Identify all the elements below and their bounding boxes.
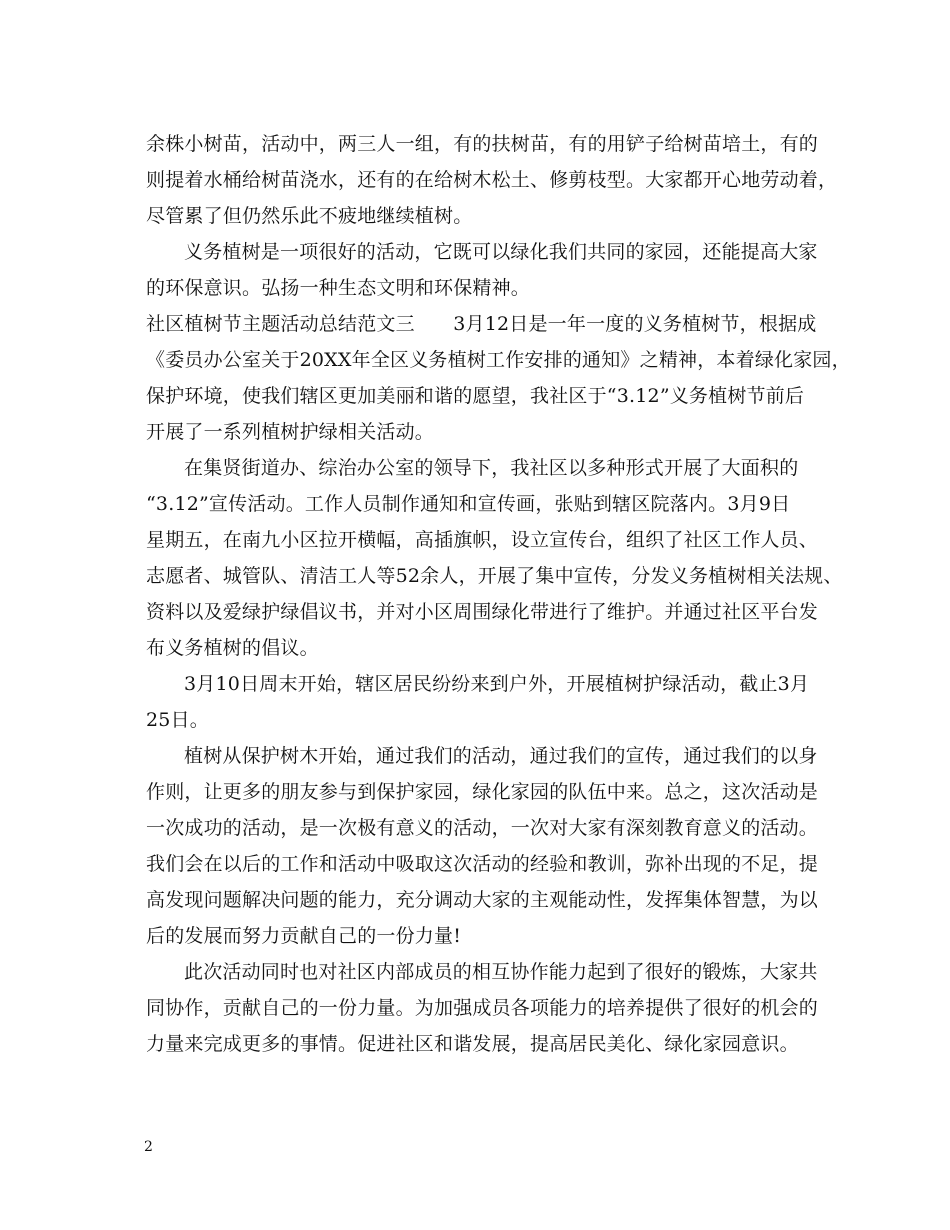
text-line: “3.12”宣传活动。工作人员制作通知和宣传画，张贴到辖区院落内。3月9日 <box>146 493 791 515</box>
document-body <box>146 126 851 1062</box>
text-line: 我们会在以后的工作和活动中吸取这次活动的经验和教训，弥补出现的不足，提 <box>146 853 819 875</box>
text-line: 力量来完成更多的事情。促进社区和谐发展，提高居民美化、绿化家园意识。 <box>146 1033 799 1055</box>
section-heading-line: 社区植树节主题活动总结范文三 3月12日是一年一度的义务植树节，根据成 <box>146 313 817 335</box>
paragraph-first-line: 3月10日周末开始，辖区居民纷纷来到户外，开展植树护绿活动，截止3月 <box>184 673 810 695</box>
text-line: 布义务植树的倡议。 <box>146 637 319 659</box>
text-line: 志愿者、城管队、清洁工人等52余人，开展了集中宣传，分发义务植树相关法规、 <box>146 565 843 587</box>
paragraph-first-line: 在集贤街道办、综治办公室的领导下，我社区以多种形式开展了大面积的 <box>184 457 799 479</box>
text-line: 一次成功的活动，是一次极有意义的活动，一次对大家有深刻教育意义的活动。 <box>146 817 819 839</box>
text-line: 资料以及爱绿护绿倡议书，并对小区周围绿化带进行了维护。并通过社区平台发 <box>146 601 819 623</box>
text-line: 尽管累了但仍然乐此不疲地继续植树。 <box>146 205 473 227</box>
text-line: 同协作，贡献自己的一份力量。为加强成员各项能力的培养提供了很好的机会的 <box>146 997 819 1019</box>
text-line: 则提着水桶给树苗浇水，还有的在给树木松土、修剪枝型。大家都开心地劳动着， <box>146 169 838 191</box>
text-line: 《委员办公室关于20XX年全区义务植树工作安排的通知》之精神，本着绿化家园， <box>146 349 851 371</box>
text-line: 余株小树苗，活动中，两三人一组，有的扶树苗，有的用铲子给树苗培土，有的 <box>146 133 819 155</box>
text-line: 后的发展而努力贡献自己的一份力量! <box>146 925 462 947</box>
text-line: 开展了一系列植树护绿相关活动。 <box>146 421 435 443</box>
text-line: 25日。 <box>146 709 209 731</box>
text-line: 的环保意识。弘扬一种生态文明和环保精神。 <box>146 277 531 299</box>
paragraph-first-line: 此次活动同时也对社区内部成员的相互协作能力起到了很好的锻炼，大家共 <box>184 961 818 983</box>
text-line: 作则，让更多的朋友参与到保护家园，绿化家园的队伍中来。总之，这次活动是 <box>146 781 819 803</box>
text-line: 星期五，在南九小区拉开横幅，高插旗帜，设立宣传台，组织了社区工作人员、 <box>146 529 819 551</box>
paragraph-first-line: 义务植树是一项很好的活动，它既可以绿化我们共同的家园，还能提高大家 <box>184 241 818 263</box>
paragraph-first-line: 植树从保护树木开始，通过我们的活动，通过我们的宣传，通过我们的以身 <box>184 745 818 767</box>
text-line: 高发现问题解决问题的能力，充分调动大家的主观能动性，发挥集体智慧，为以 <box>146 889 819 911</box>
page-number: 2 <box>144 1139 153 1155</box>
text-line: 保护环境，使我们辖区更加美丽和谐的愿望，我社区于“3.12”义务植树节前后 <box>146 385 805 407</box>
